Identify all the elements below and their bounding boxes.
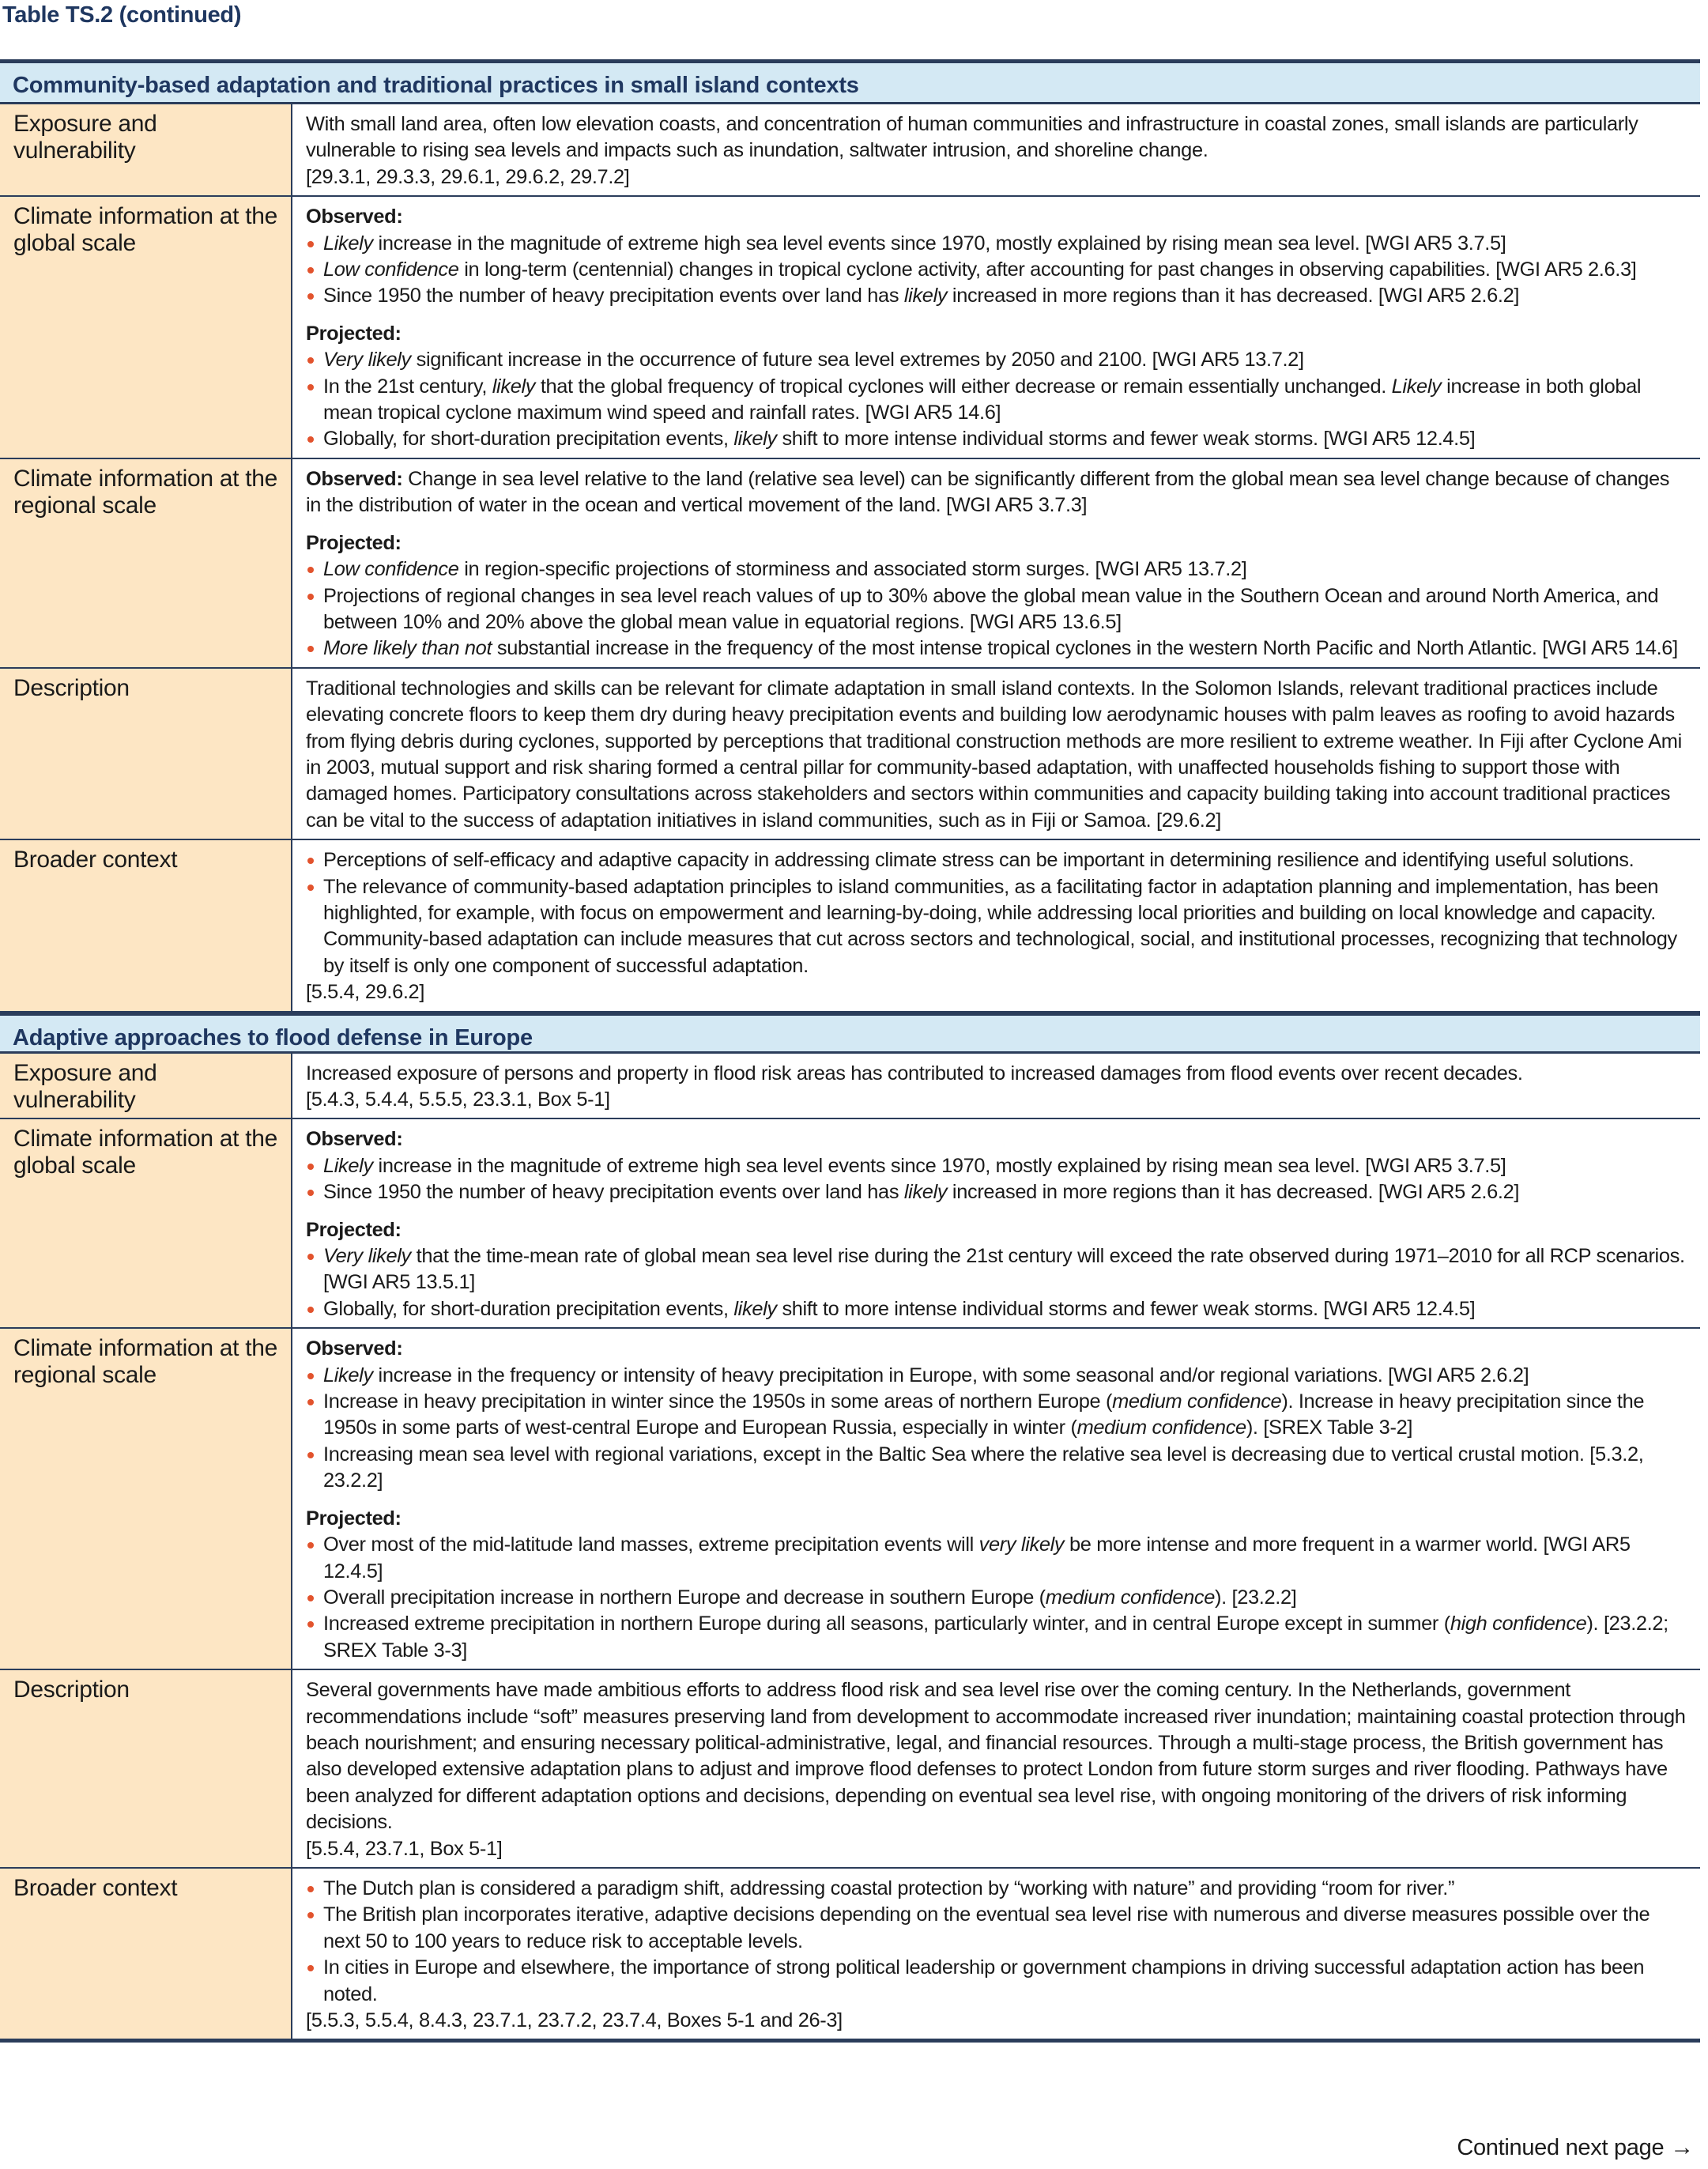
list-item xyxy=(306,426,1687,452)
bullet-dot xyxy=(307,1307,314,1313)
row-content xyxy=(292,1054,1700,1118)
bullet-dot xyxy=(307,436,314,443)
row-label: Climate information at the regional scale xyxy=(0,1329,292,1669)
row-content xyxy=(292,669,1700,839)
bullet-dot xyxy=(307,594,314,600)
list-item xyxy=(306,283,1687,309)
item-text: shift to more intense individual storms and fewer weak storms. [WGI AR5 12.4.5] xyxy=(776,1297,1476,1320)
item-text: in long-term (centennial) changes in tropical cyclone activity, after accounting for past changes in observing capabilities. [WGI AR5 2.6.3] xyxy=(458,258,1637,281)
bullet-list xyxy=(306,556,1687,662)
row-label: Climate information at the global scale xyxy=(0,197,292,458)
table-row xyxy=(0,669,1700,840)
item-emphasis: Low confidence xyxy=(323,558,459,581)
item-text: In cities in Europe and elsewhere, the importance of strong political leadership or government champions in driving successful adaptation action has been noted. xyxy=(323,1956,1645,2005)
bullet-dot xyxy=(307,267,314,273)
bullet-list xyxy=(306,1876,1687,2008)
item-text: Projections of regional changes in sea level reach values of up to 30% above the global mean value in the Southern Ocean and around North America, and between 10% and 20% above the global mean value in equatorial regions. [WGI AR5 13.6.5] xyxy=(323,584,1659,633)
item-text: in region-specific projections of storminess and associated storm surges. [WGI AR5 13.7.2] xyxy=(458,558,1247,581)
block xyxy=(306,1506,1687,1532)
item-text: Since 1950 the number of heavy precipitation events over land has xyxy=(323,285,904,307)
item-emphasis: likely xyxy=(903,1181,948,1204)
block-text: Change in sea level relative to the land (relative sea level) can be significantly different from the global mean sea level change because of changes in the distribution of water in the ocean and vertical movement of the land. [WGI AR5 3.7.3] xyxy=(306,467,1670,517)
bullet-dot xyxy=(307,858,314,864)
list-item xyxy=(306,1389,1687,1442)
list-item xyxy=(306,374,1687,427)
row-content xyxy=(292,840,1700,1010)
row-label: Description xyxy=(0,669,292,839)
block-text: Increased exposure of persons and property in flood risk areas has contributed to increased damages from flood events over recent decades. xyxy=(306,1062,1523,1084)
block-text: With small land area, often low elevation coasts, and concentration of human communities and infrastructure in coastal zones, small islands are particularly vulnerable to rising sea levels and impacts such as inundation, saltwater intrusion, and shoreline change. xyxy=(306,113,1638,162)
block-text: [5.5.4, 29.6.2] xyxy=(306,981,425,1004)
list-item xyxy=(306,1363,1687,1389)
table-row xyxy=(0,1329,1700,1670)
bullet-dot xyxy=(307,293,314,300)
item-text: that the time-mean rate of global mean sea level rise during the 21st century will exceed the rate observed during 1971–2010 for all RCP scenarios. [WGI AR5 13.5.1] xyxy=(323,1245,1685,1294)
item-text: increased in more regions than it has decreased. [WGI AR5 2.6.2] xyxy=(947,1181,1520,1204)
bullet-dot xyxy=(307,1595,314,1601)
block-heading: Projected: xyxy=(306,1507,402,1530)
block-heading: Observed: xyxy=(306,467,403,490)
bullet-dot xyxy=(307,646,314,652)
item-text: shift to more intense individual storms and fewer weak storms. [WGI AR5 12.4.5] xyxy=(776,428,1476,451)
block-text: [5.5.3, 5.5.4, 8.4.3, 23.7.1, 23.7.2, 23.7.4, Boxes 5-1 and 26-3] xyxy=(306,2009,843,2031)
table-row xyxy=(0,1119,1700,1329)
bullet-dot xyxy=(307,1190,314,1196)
item-emphasis: medium confidence xyxy=(1076,1416,1246,1439)
item-text: The relevance of community-based adaptation principles to island communities, as a facilitating factor in adaptation planning and implementation, has been highlighted, for example, with focus on empowerment and learning-by-doing, while addressing local priorities and building on local knowledge and capacity. Community-based adaptation can include measures that cut across sectors and technological, social, and institutional processes, recognizing that technology by itself is only one component of successful adaptation. xyxy=(323,875,1677,977)
block-text: Several governments have made ambitious efforts to address flood risk and sea level rise over the coming century. In the Netherlands, government recommendations include “soft” measures preserving land from development to accommodate increased river inundation; maintaining coastal protection through beach nourishment; and ensuring necessary political-administrative, legal, and financial resources. Through a multi-stage process, the British government has also developed extensive adaptation plans to adjust and improve flood defenses to protect London from future storm surges and river flooding. Pathways have been analyzed for different adaptation options and decisions, depending on eventual sea level rise, with ongoing monitoring of the drivers of risk informing decisions. xyxy=(306,1679,1686,1834)
row-content xyxy=(292,197,1700,458)
item-text: ). [23.2.2; SREX Table 3-3] xyxy=(323,1613,1668,1662)
block-heading: Observed: xyxy=(306,1128,403,1151)
row-content xyxy=(292,1329,1700,1669)
item-text: Overall precipitation increase in northern Europe and decrease in southern Europe ( xyxy=(323,1586,1046,1609)
item-emphasis: very likely xyxy=(978,1533,1065,1556)
bullet-dot xyxy=(307,885,314,891)
block xyxy=(306,1336,1687,1362)
item-text: Globally, for short-duration precipitation events, xyxy=(323,1297,734,1320)
block xyxy=(306,1217,1687,1243)
bullet-list xyxy=(306,231,1687,310)
bullet-dot xyxy=(307,1164,314,1170)
bullet-list xyxy=(306,1153,1687,1206)
page-title: Table TS.2 (continued) xyxy=(2,2,242,28)
block xyxy=(306,321,1687,347)
bullet-dot xyxy=(307,1399,314,1405)
table-row xyxy=(0,459,1700,669)
bullet-dot xyxy=(307,241,314,247)
list-item xyxy=(306,636,1687,662)
item-text: The Dutch plan is considered a paradigm shift, addressing coastal protection by “working with nature” and providing “room for river.” xyxy=(323,1877,1455,1899)
list-item xyxy=(306,1296,1687,1322)
block-text: Traditional technologies and skills can be relevant for climate adaptation in small island contexts. In the Solomon Islands, relevant traditional practices include elevating concrete floors to keep them dry during heavy precipitation events and building low aerodynamic houses with palm leaves as roofing to avoid hazards from flying debris during cyclones, supported by perceptions that traditional construction methods are more resilient to extreme weather. In Fiji after Cyclone Ami in 2003, mutual support and risk sharing formed a central pillar for community-based adaptation, with unaffected households fishing to support those with damaged homes. Participatory consultations across stakeholders and sectors within communities and capacity building taking into account traditional practices can be vital to the success of adaptation initiatives in island communities, such as in Fiji or Samoa. [29.6.2] xyxy=(306,677,1682,832)
block-text: [5.5.4, 23.7.1, Box 5-1] xyxy=(306,1837,503,1860)
item-text: Over most of the mid-latitude land masses, extreme precipitation events will xyxy=(323,1533,979,1556)
bullet-dot xyxy=(307,384,314,390)
item-text: In the 21st century, xyxy=(323,375,492,398)
arrow-right-icon: → xyxy=(1670,2134,1694,2160)
item-emphasis: Likely xyxy=(323,1364,373,1386)
block xyxy=(306,1126,1687,1152)
row-content xyxy=(292,1869,1700,2039)
table-row xyxy=(0,1054,1700,1120)
block xyxy=(306,466,1687,519)
row-label: Climate information at the global scale xyxy=(0,1119,292,1327)
block-heading: Observed: xyxy=(306,206,403,228)
item-text: Increase in heavy precipitation in winter since the 1950s in some areas of northern Europe ( xyxy=(323,1390,1113,1413)
list-item xyxy=(306,347,1687,373)
item-emphasis: Likely xyxy=(323,232,373,255)
summary-table xyxy=(0,59,1700,2043)
item-text: increase in both global mean tropical cyclone maximum wind speed and rainfall rates. [WGI AR5 14.6] xyxy=(323,375,1642,424)
list-item xyxy=(306,1876,1687,1902)
list-item xyxy=(306,583,1687,636)
item-text: Increased extreme precipitation in northern Europe during all seasons, particularly winter, and in central Europe except in summer ( xyxy=(323,1613,1450,1635)
item-emphasis: likely xyxy=(733,1297,777,1320)
bullet-list xyxy=(306,847,1687,979)
list-item xyxy=(306,1955,1687,2008)
bullet-list xyxy=(306,347,1687,453)
item-text: Globally, for short-duration precipitation events, xyxy=(323,428,734,451)
list-item xyxy=(306,1611,1687,1664)
list-item xyxy=(306,874,1687,980)
section-header: Adaptive approaches to flood defense in Europe xyxy=(0,1013,1700,1054)
row-content xyxy=(292,459,1700,667)
block xyxy=(306,530,1687,556)
item-emphasis: likely xyxy=(733,428,777,451)
item-text: be more intense and more frequent in a warmer world. [WGI AR5 12.4.5] xyxy=(323,1533,1631,1582)
bullet-dot xyxy=(307,1621,314,1628)
item-emphasis: likely xyxy=(903,285,948,307)
list-item xyxy=(306,1902,1687,1955)
row-label: Climate information at the regional scale xyxy=(0,459,292,667)
item-emphasis: medium confidence xyxy=(1045,1586,1216,1609)
item-text: ). Increase in heavy precipitation since the 1950s in some parts of west-central Europe and European Russia, especially in winter ( xyxy=(323,1390,1645,1439)
list-item xyxy=(306,556,1687,583)
list-item xyxy=(306,1243,1687,1296)
table-row xyxy=(0,1869,1700,2043)
block-text: [29.3.1, 29.3.3, 29.6.1, 29.6.2, 29.7.2] xyxy=(306,165,630,188)
item-text: significant increase in the occurrence of future sea level extremes by 2050 and 2100. [WGI AR5 13.7.2] xyxy=(410,349,1304,372)
list-item xyxy=(306,1179,1687,1205)
section-header: Community-based adaptation and traditional practices in small island contexts xyxy=(0,63,1700,104)
item-emphasis: likely xyxy=(492,375,536,398)
item-text: increase in the magnitude of extreme high sea level events since 1970, mostly explained by rising mean sea level. [WGI AR5 3.7.5] xyxy=(372,232,1506,255)
block-heading: Observed: xyxy=(306,1337,403,1360)
block-heading: Projected: xyxy=(306,1218,402,1241)
block xyxy=(306,204,1687,230)
row-label: Exposure and vulnerability xyxy=(0,1054,292,1118)
list-item xyxy=(306,1442,1687,1495)
item-emphasis: Very likely xyxy=(323,1245,411,1268)
item-emphasis: More likely than not xyxy=(323,637,492,660)
row-label: Exposure and vulnerability xyxy=(0,104,292,195)
bullet-list xyxy=(306,1363,1687,1495)
list-item xyxy=(306,257,1687,283)
item-text: Perceptions of self-efficacy and adaptive capacity in addressing climate stress can be important in determining resilience and identifying useful solutions. xyxy=(323,849,1634,872)
list-item xyxy=(306,1532,1687,1585)
item-text: The British plan incorporates iterative, adaptive decisions depending on the eventual sea level rise with numerous and diverse measures possible over the next 50 to 100 years to reduce risk to acceptable levels. xyxy=(323,1903,1650,1952)
item-emphasis: Low confidence xyxy=(323,258,459,281)
item-text: that the global frequency of tropical cyclones will either decrease or remain essentially unchanged. xyxy=(535,375,1392,398)
item-text: increase in the frequency or intensity of heavy precipitation in Europe, with some seasonal and/or regional variations. [WGI AR5 2.6.2] xyxy=(372,1364,1529,1386)
item-emphasis: Very likely xyxy=(323,349,411,372)
bullet-dot xyxy=(307,567,314,573)
bullet-dot xyxy=(307,1912,314,1918)
bullet-dot xyxy=(307,357,314,364)
row-content xyxy=(292,104,1700,195)
bullet-dot xyxy=(307,1886,314,1892)
row-label: Description xyxy=(0,1670,292,1867)
row-content xyxy=(292,1670,1700,1867)
item-text: increase in the magnitude of extreme high sea level events since 1970, mostly explained by rising mean sea level. [WGI AR5 3.7.5] xyxy=(372,1154,1506,1177)
item-emphasis: Likely xyxy=(1391,375,1442,398)
bullet-list xyxy=(306,1243,1687,1322)
bullet-dot xyxy=(307,1542,314,1548)
list-item xyxy=(306,1585,1687,1611)
bullet-dot xyxy=(307,1965,314,1971)
block-text: [5.4.3, 5.4.4, 5.5.5, 23.3.1, Box 5-1] xyxy=(306,1088,610,1111)
item-emphasis: high confidence xyxy=(1450,1613,1587,1635)
item-text: substantial increase in the frequency of the most intense tropical cyclones in the western North Pacific and North Atlantic. [WGI AR5 14.6] xyxy=(492,637,1678,660)
continued-label: Continued next page xyxy=(1457,2135,1665,2160)
list-item xyxy=(306,847,1687,873)
list-item xyxy=(306,1153,1687,1179)
table-row xyxy=(0,1670,1700,1869)
bullet-dot xyxy=(307,1452,314,1458)
list-item xyxy=(306,231,1687,257)
block-heading: Projected: xyxy=(306,531,402,554)
table-row xyxy=(0,104,1700,197)
bullet-dot xyxy=(307,1254,314,1260)
table-row xyxy=(0,840,1700,1012)
item-text: increased in more regions than it has decreased. [WGI AR5 2.6.2] xyxy=(947,285,1520,307)
bullet-dot xyxy=(307,1373,314,1379)
item-text: Increasing mean sea level with regional variations, except in the Baltic Sea where the relative sea level is decreasing due to vertical crustal motion. [5.3.2, 23.2.2] xyxy=(323,1443,1644,1492)
item-text: ). [23.2.2] xyxy=(1215,1586,1297,1609)
continued-next-page xyxy=(1457,2134,1694,2161)
row-label: Broader context xyxy=(0,840,292,1010)
item-emphasis: Likely xyxy=(323,1154,373,1177)
row-label: Broader context xyxy=(0,1869,292,2039)
row-content xyxy=(292,1119,1700,1327)
block-heading: Projected: xyxy=(306,322,402,345)
item-emphasis: medium confidence xyxy=(1112,1390,1282,1413)
table-row xyxy=(0,197,1700,459)
item-text: ). [SREX Table 3-2] xyxy=(1246,1416,1413,1439)
bullet-list xyxy=(306,1532,1687,1664)
item-text: Since 1950 the number of heavy precipitation events over land has xyxy=(323,1181,904,1204)
